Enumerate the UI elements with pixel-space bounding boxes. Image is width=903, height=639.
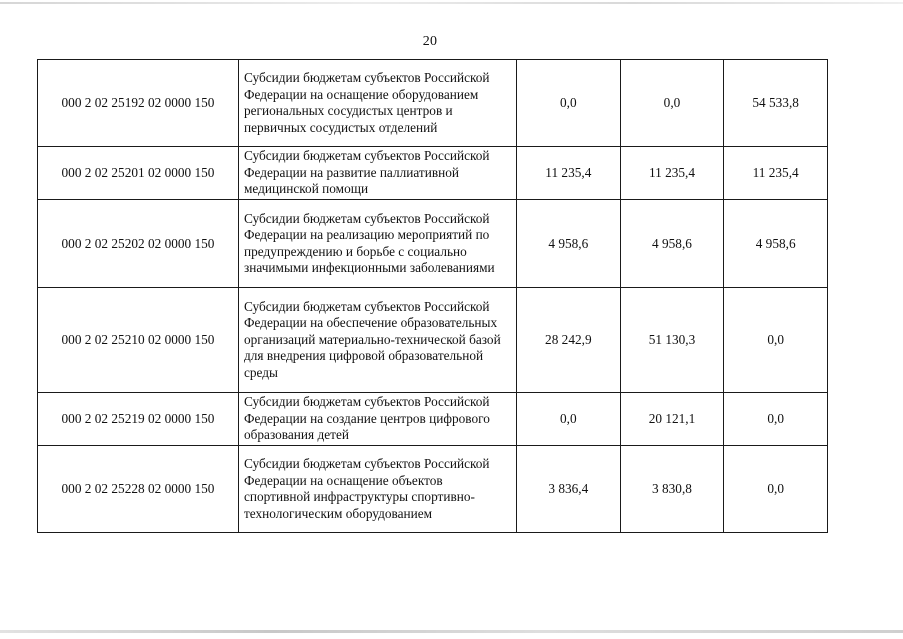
value-cell-2: 11 235,4 [620, 147, 724, 200]
value-cell-2: 4 958,6 [620, 200, 724, 288]
value-cell-2: 20 121,1 [620, 393, 724, 446]
value-cell-3: 0,0 [724, 288, 828, 393]
budget-code-cell: 000 2 02 25201 02 0000 150 [38, 147, 239, 200]
scan-edge-bottom [0, 630, 903, 633]
value-cell-3: 4 958,6 [724, 200, 828, 288]
value-cell-2: 0,0 [620, 60, 724, 147]
table-row [38, 60, 828, 147]
value-cell-3: 11 235,4 [724, 147, 828, 200]
table-row [38, 393, 828, 446]
value-cell-3: 0,0 [724, 393, 828, 446]
description-cell: Субсидии бюджетам субъектов Российской Федерации на оснащение оборудованием региональных сосудистых центров и первичных сосудистых отделений [239, 60, 517, 147]
budget-code-cell: 000 2 02 25202 02 0000 150 [38, 200, 239, 288]
budget-code-cell: 000 2 02 25192 02 0000 150 [38, 60, 239, 147]
budget-code-cell: 000 2 02 25210 02 0000 150 [38, 288, 239, 393]
table-row [38, 147, 828, 200]
value-cell-3: 0,0 [724, 446, 828, 533]
description-cell: Субсидии бюджетам субъектов Российской Федерации на создание центров цифрового образования детей [239, 393, 517, 446]
scan-edge-top [0, 2, 903, 4]
table-row [38, 200, 828, 288]
value-cell-2: 51 130,3 [620, 288, 724, 393]
budget-code-cell: 000 2 02 25219 02 0000 150 [38, 393, 239, 446]
table-row [38, 446, 828, 533]
page-number: 20 [422, 34, 438, 49]
value-cell-1: 28 242,9 [517, 288, 621, 393]
table-row [38, 288, 828, 393]
value-cell-1: 11 235,4 [517, 147, 621, 200]
description-cell: Субсидии бюджетам субъектов Российской Федерации на развитие паллиативной медицинской помощи [239, 147, 517, 200]
value-cell-1: 0,0 [517, 60, 621, 147]
description-cell: Субсидии бюджетам субъектов Российской Федерации на реализацию мероприятий по предупреждению и борьбе с социально значимыми инфекционными заболеваниями [239, 200, 517, 288]
value-cell-1: 4 958,6 [517, 200, 621, 288]
value-cell-1: 3 836,4 [517, 446, 621, 533]
value-cell-1: 0,0 [517, 393, 621, 446]
value-cell-3: 54 533,8 [724, 60, 828, 147]
value-cell-2: 3 830,8 [620, 446, 724, 533]
budget-code-cell: 000 2 02 25228 02 0000 150 [38, 446, 239, 533]
budget-table [37, 59, 828, 533]
description-cell: Субсидии бюджетам субъектов Российской Федерации на оснащение объектов спортивной инфраструктуры спортивно-технологическим оборудованием [239, 446, 517, 533]
description-cell: Субсидии бюджетам субъектов Российской Федерации на обеспечение образовательных организаций материально-технической базой для внедрения цифровой образовательной среды [239, 288, 517, 393]
